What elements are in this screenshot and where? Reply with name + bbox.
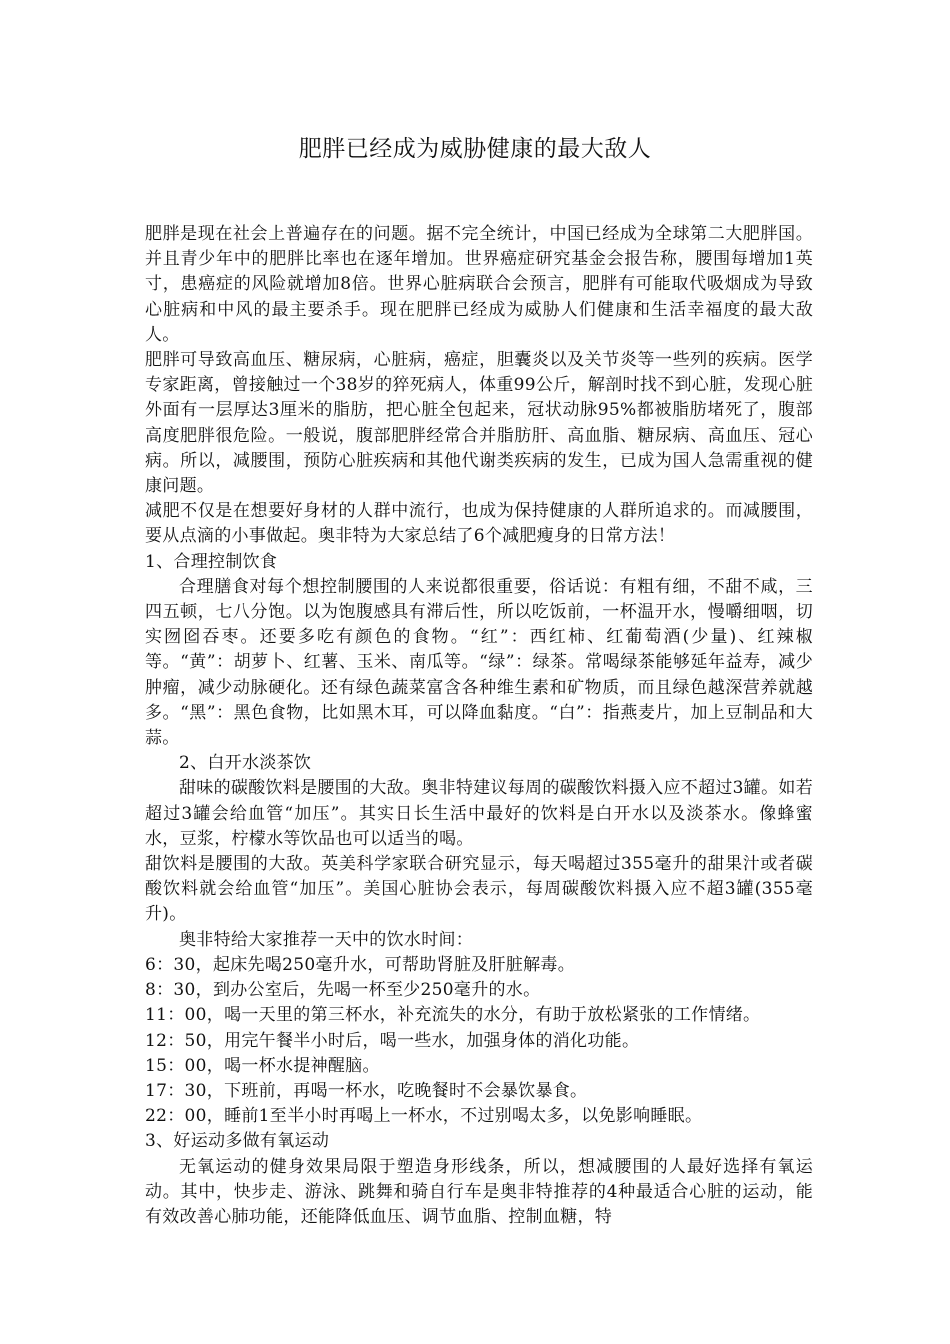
schedule-item: 6：30，起床先喝250毫升水，可帮助肾脏及肝脏解毒。 (145, 954, 575, 975)
schedule-intro: 奥非特给大家推荐一天中的饮水时间： (179, 929, 474, 950)
schedule-item: 15：00，喝一杯水提神醒脑。 (145, 1055, 380, 1076)
document-body (145, 222, 813, 1230)
section-2-text-1: 甜味的碳酸饮料是腰围的大敌。奥非特建议每周的碳酸饮料摄入应不超过3罐。如若超过3罐会给血管“加压”。其实日长生活中最好的饮料是白开水以及淡茶水。像蜂蜜水，豆浆，柠檬水等饮品也可以适当的喝。 (145, 778, 813, 849)
schedule-item: 12：50，用完午餐半小时后，喝一些水，加强身体的消化功能。 (145, 1030, 640, 1051)
schedule-item: 22：00，睡前1至半小时再喝上一杯水，不过别喝太多，以免影响睡眠。 (145, 1106, 703, 1127)
schedule-item: 17：30，下班前，再喝一杯水，吃晚餐时不会暴饮暴食。 (145, 1080, 588, 1101)
document-title: 肥胖已经成为威胁健康的最大敌人 (298, 136, 652, 162)
schedule-item: 8：30，到办公室后，先喝一杯至少250毫升的水。 (145, 980, 541, 1001)
section-3-text: 无氧运动的健身效果局限于塑造身形线条，所以，想减腰围的人最好选择有氧运动。其中，快步走、游泳、跳舞和骑自行车是奥非特推荐的4种最适合心脏的运动，能有效改善心肺功能，还能降低血压、调节血脂、控制血糖，特 (145, 1156, 813, 1227)
section-2-heading: 2、白开水淡茶饮 (179, 753, 312, 774)
section-2-text-2: 甜饮料是腰围的大敌。英美科学家联合研究显示，每天喝超过355毫升的甜果汁或者碳酸饮料就会给血管“加压”。美国心脏协会表示，每周碳酸饮料摄入应不超3罐(355毫升)。 (145, 854, 813, 925)
section-3-heading: 3、好运动多做有氧运动 (145, 1131, 330, 1152)
intro-paragraph-2: 肥胖可导致高血压、糖尿病，心脏病，癌症，胆囊炎以及关节炎等一些列的疾病。医学专家距离，曾接触过一个38岁的猝死病人，体重99公斤，解剖时找不到心脏，发现心脏外面有一层厚达3厘米的脂肪，把心脏全包起来，冠状动脉95%都被脂肪堵死了，腹部高度肥胖很危险。一般说，腹部肥胖经常合并脂肪肝、高血脂、糖尿病、高血压、冠心病。所以，减腰围，预防心脏疾病和其他代谢类疾病的发生，已成为国人急需重视的健康问题。 (145, 350, 813, 497)
intro-paragraph-1: 肥胖是现在社会上普遍存在的问题。据不完全统计，中国已经成为全球第二大肥胖国。并且青少年中的肥胖比率也在逐年增加。世界癌症研究基金会报告称，腰围每增加1英寸，患癌症的风险就增加8倍。世界心脏病联合会预言，肥胖有可能取代吸烟成为导致心脏病和中风的最主要杀手。现在肥胖已经成为威胁人们健康和生活幸福度的最大敌人。 (145, 224, 813, 345)
section-1-heading: 1、合理控制饮食 (145, 551, 278, 572)
section-1-text: 合理膳食对每个想控制腰围的人来说都很重要，俗话说：有粗有细，不甜不咸，三四五顿，七八分饱。以为饱腹感具有滞后性，所以吃饭前，一杯温开水，慢嚼细咽，切实囫囵吞枣。还要多吃有颜色的食物。“红”：西红柿、红葡萄酒(少量)、红辣椒等。“黄”：胡萝卜、红薯、玉米、南瓜等。“绿”：绿茶。常喝绿茶能够延年益寿，减少肿瘤，减少动脉硬化。还有绿色蔬菜富含各种维生素和矿物质，而且绿色越深营养就越多。“黑”：黑色食物，比如黑木耳，可以降血黏度。“白”：指燕麦片，加上豆制品和大蒜。 (145, 576, 813, 749)
intro-paragraph-3: 减肥不仅是在想要好身材的人群中流行，也成为保持健康的人群所追求的。而减腰围，要从点滴的小事做起。奥非特为大家总结了6个减肥瘦身的日常方法！ (145, 501, 813, 547)
schedule-item: 11：00，喝一天里的第三杯水，补充流失的水分，有助于放松紧张的工作情绪。 (145, 1005, 761, 1026)
